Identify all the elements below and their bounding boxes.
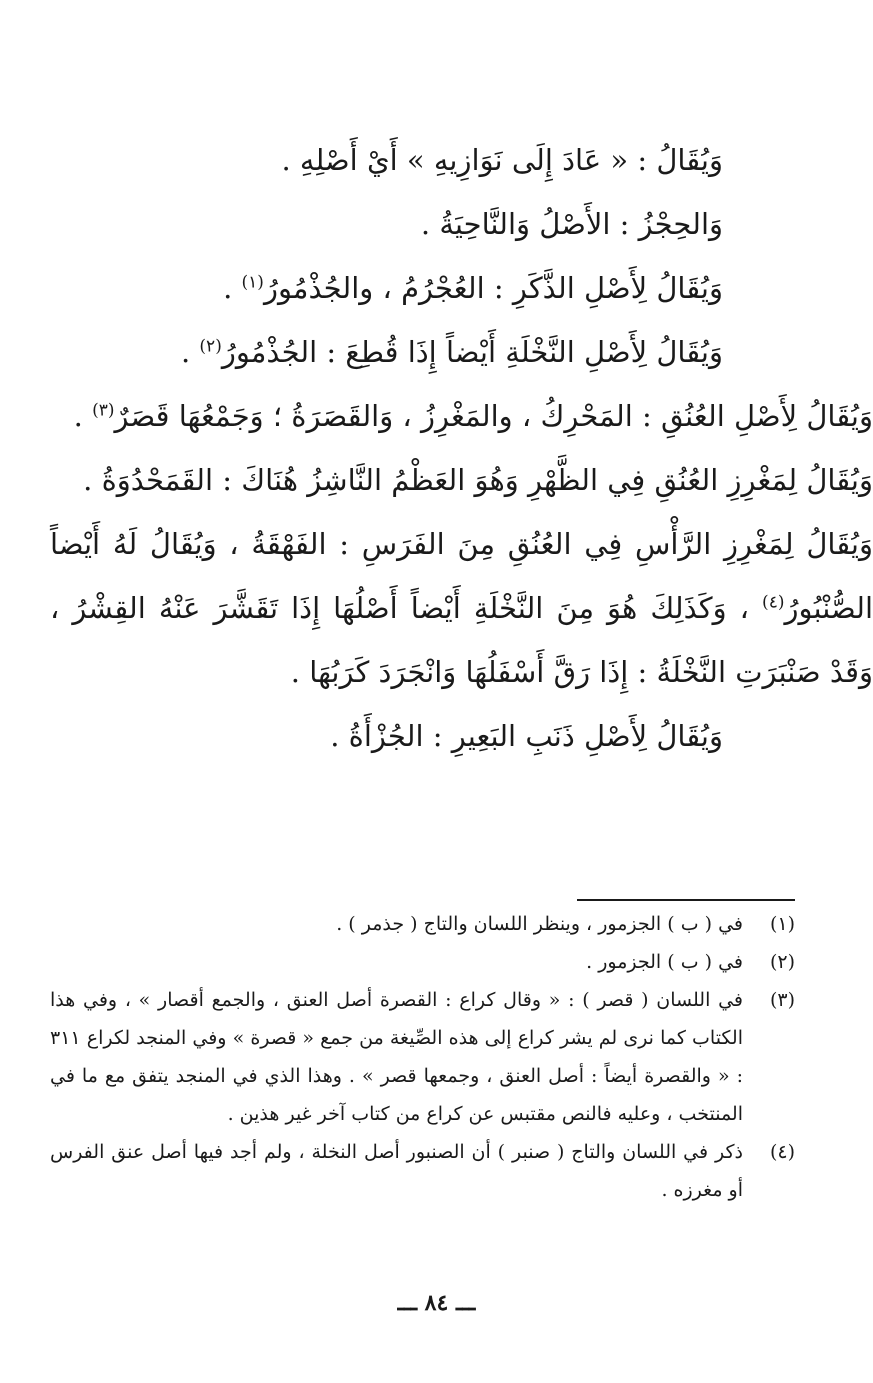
paragraph-end: . <box>223 271 242 305</box>
paragraph-text: وَيُقَالُ : « عَادَ إِلَى نَوَازِيهِ » أَيْ أَصْلِهِ . <box>281 143 723 177</box>
footnote-number: (١) <box>769 913 795 935</box>
footnote-4 <box>50 1133 795 1209</box>
footnote-divider <box>577 899 795 901</box>
paragraph-text: وَيُقَالُ لِأَصْلِ النَّخْلَةِ أَيْضاً إِذَا قُطِعَ : الجُذْمُورُ <box>221 335 723 369</box>
footnote-text: في ( ب ) الجزمور . <box>586 951 743 973</box>
footnote-number: (٢) <box>769 951 795 973</box>
paragraph-6 <box>50 448 873 512</box>
paragraph-3 <box>50 256 723 320</box>
footnote-ref-3[interactable]: (٣) <box>92 400 115 421</box>
footnotes <box>50 905 795 1209</box>
footnote-ref-1[interactable]: (١) <box>241 272 264 293</box>
paragraph-text: وَيُقَالُ لِمَغْرِزِ الرَّأْسِ فِي العُنُقِ مِنَ الفَرَسِ : الفَهْقَةُ ، وَيُقَالُ لَهُ أَيْضاً الصُّنْبُورُ <box>50 527 873 625</box>
paragraph-4 <box>50 320 723 384</box>
paragraph-5 <box>50 384 873 448</box>
paragraph-end: . <box>73 399 93 433</box>
footnote-ref-4[interactable]: (٤) <box>762 592 785 613</box>
footnote-number: (٣) <box>769 989 795 1011</box>
page-number: ـــ ٨٤ ـــ <box>397 1290 476 1316</box>
main-text <box>50 128 873 768</box>
footnote-number: (٤) <box>769 1141 795 1163</box>
footnote-ref-2[interactable]: (٢) <box>199 336 222 357</box>
paragraph-text: وَيُقَالُ لِأَصْلِ الذَّكَرِ : العُجْرُمُ ، والجُذْمُورُ <box>263 271 723 305</box>
paragraph-1 <box>50 128 723 192</box>
footnote-3 <box>50 981 795 1133</box>
paragraph-8 <box>50 704 723 768</box>
paragraph-end: ، وَكَذَلِكَ هُوَ مِنَ النَّخْلَةِ أَيْضاً أَصْلُهَا إِذَا تَقَشَّرَ عَنْهُ القِشْرُ ، وَقَدْ صَنْبَرَتِ النَّخْلَةُ : إِذَا رَقَّ أَسْفَلُهَا وَانْجَرَدَ كَرَبُهَا . <box>50 591 873 689</box>
paragraph-text: وَيُقَالُ لِأَصْلِ ذَنَبِ البَعِيرِ : الجُزْأَةُ . <box>330 719 723 753</box>
footnote-2 <box>50 943 795 981</box>
paragraph-end: . <box>180 335 200 369</box>
footnote-text: في اللسان ( قصر ) : « وقال كراع : القصرة أصل العنق ، والجمع أقصار » ، وفي هذا الكتاب كما نرى لم يشر كراع إلى هذه الصِّيغة من جمع « قصرة » وفي المنجد لكراع ٣١١ : « والقصرة أيضاً : أصل العنق ، وجمعها قصر » . وهذا الذي في المنجد يتفق مع ما في المنتخب ، وعليه فالنص مقتبس عن كراع من كتاب آخر غير هذين . <box>50 989 743 1125</box>
footnote-text: في ( ب ) الجزمور ، وينظر اللسان والتاج ( جذمر ) . <box>336 913 743 935</box>
paragraph-text: وَالحِجْزُ : الأَصْلُ وَالنَّاحِيَةُ . <box>420 207 723 241</box>
paragraph-text: وَيُقَالُ لِمَغْرِزِ العُنُقِ فِي الظَّهْرِ وَهُوَ العَظْمُ النَّاشِزُ هُنَاكَ : القَمَحْدُوَةُ . <box>83 463 873 497</box>
footnote-1 <box>50 905 795 943</box>
paragraph-2 <box>50 192 723 256</box>
paragraph-text: وَيُقَالُ لِأَصْلِ العُنُقِ : المَحْرِكُ ، والمَغْرِزُ ، وَالقَصَرَةُ ؛ وَجَمْعُهَا قَصَرٌ <box>114 399 873 433</box>
footnote-text: ذكر في اللسان والتاج ( صنبر ) أن الصنبور أصل النخلة ، ولم أجد فيها أصل عنق الفرس أو مغرزه . <box>50 1141 743 1201</box>
paragraph-7 <box>50 512 873 704</box>
